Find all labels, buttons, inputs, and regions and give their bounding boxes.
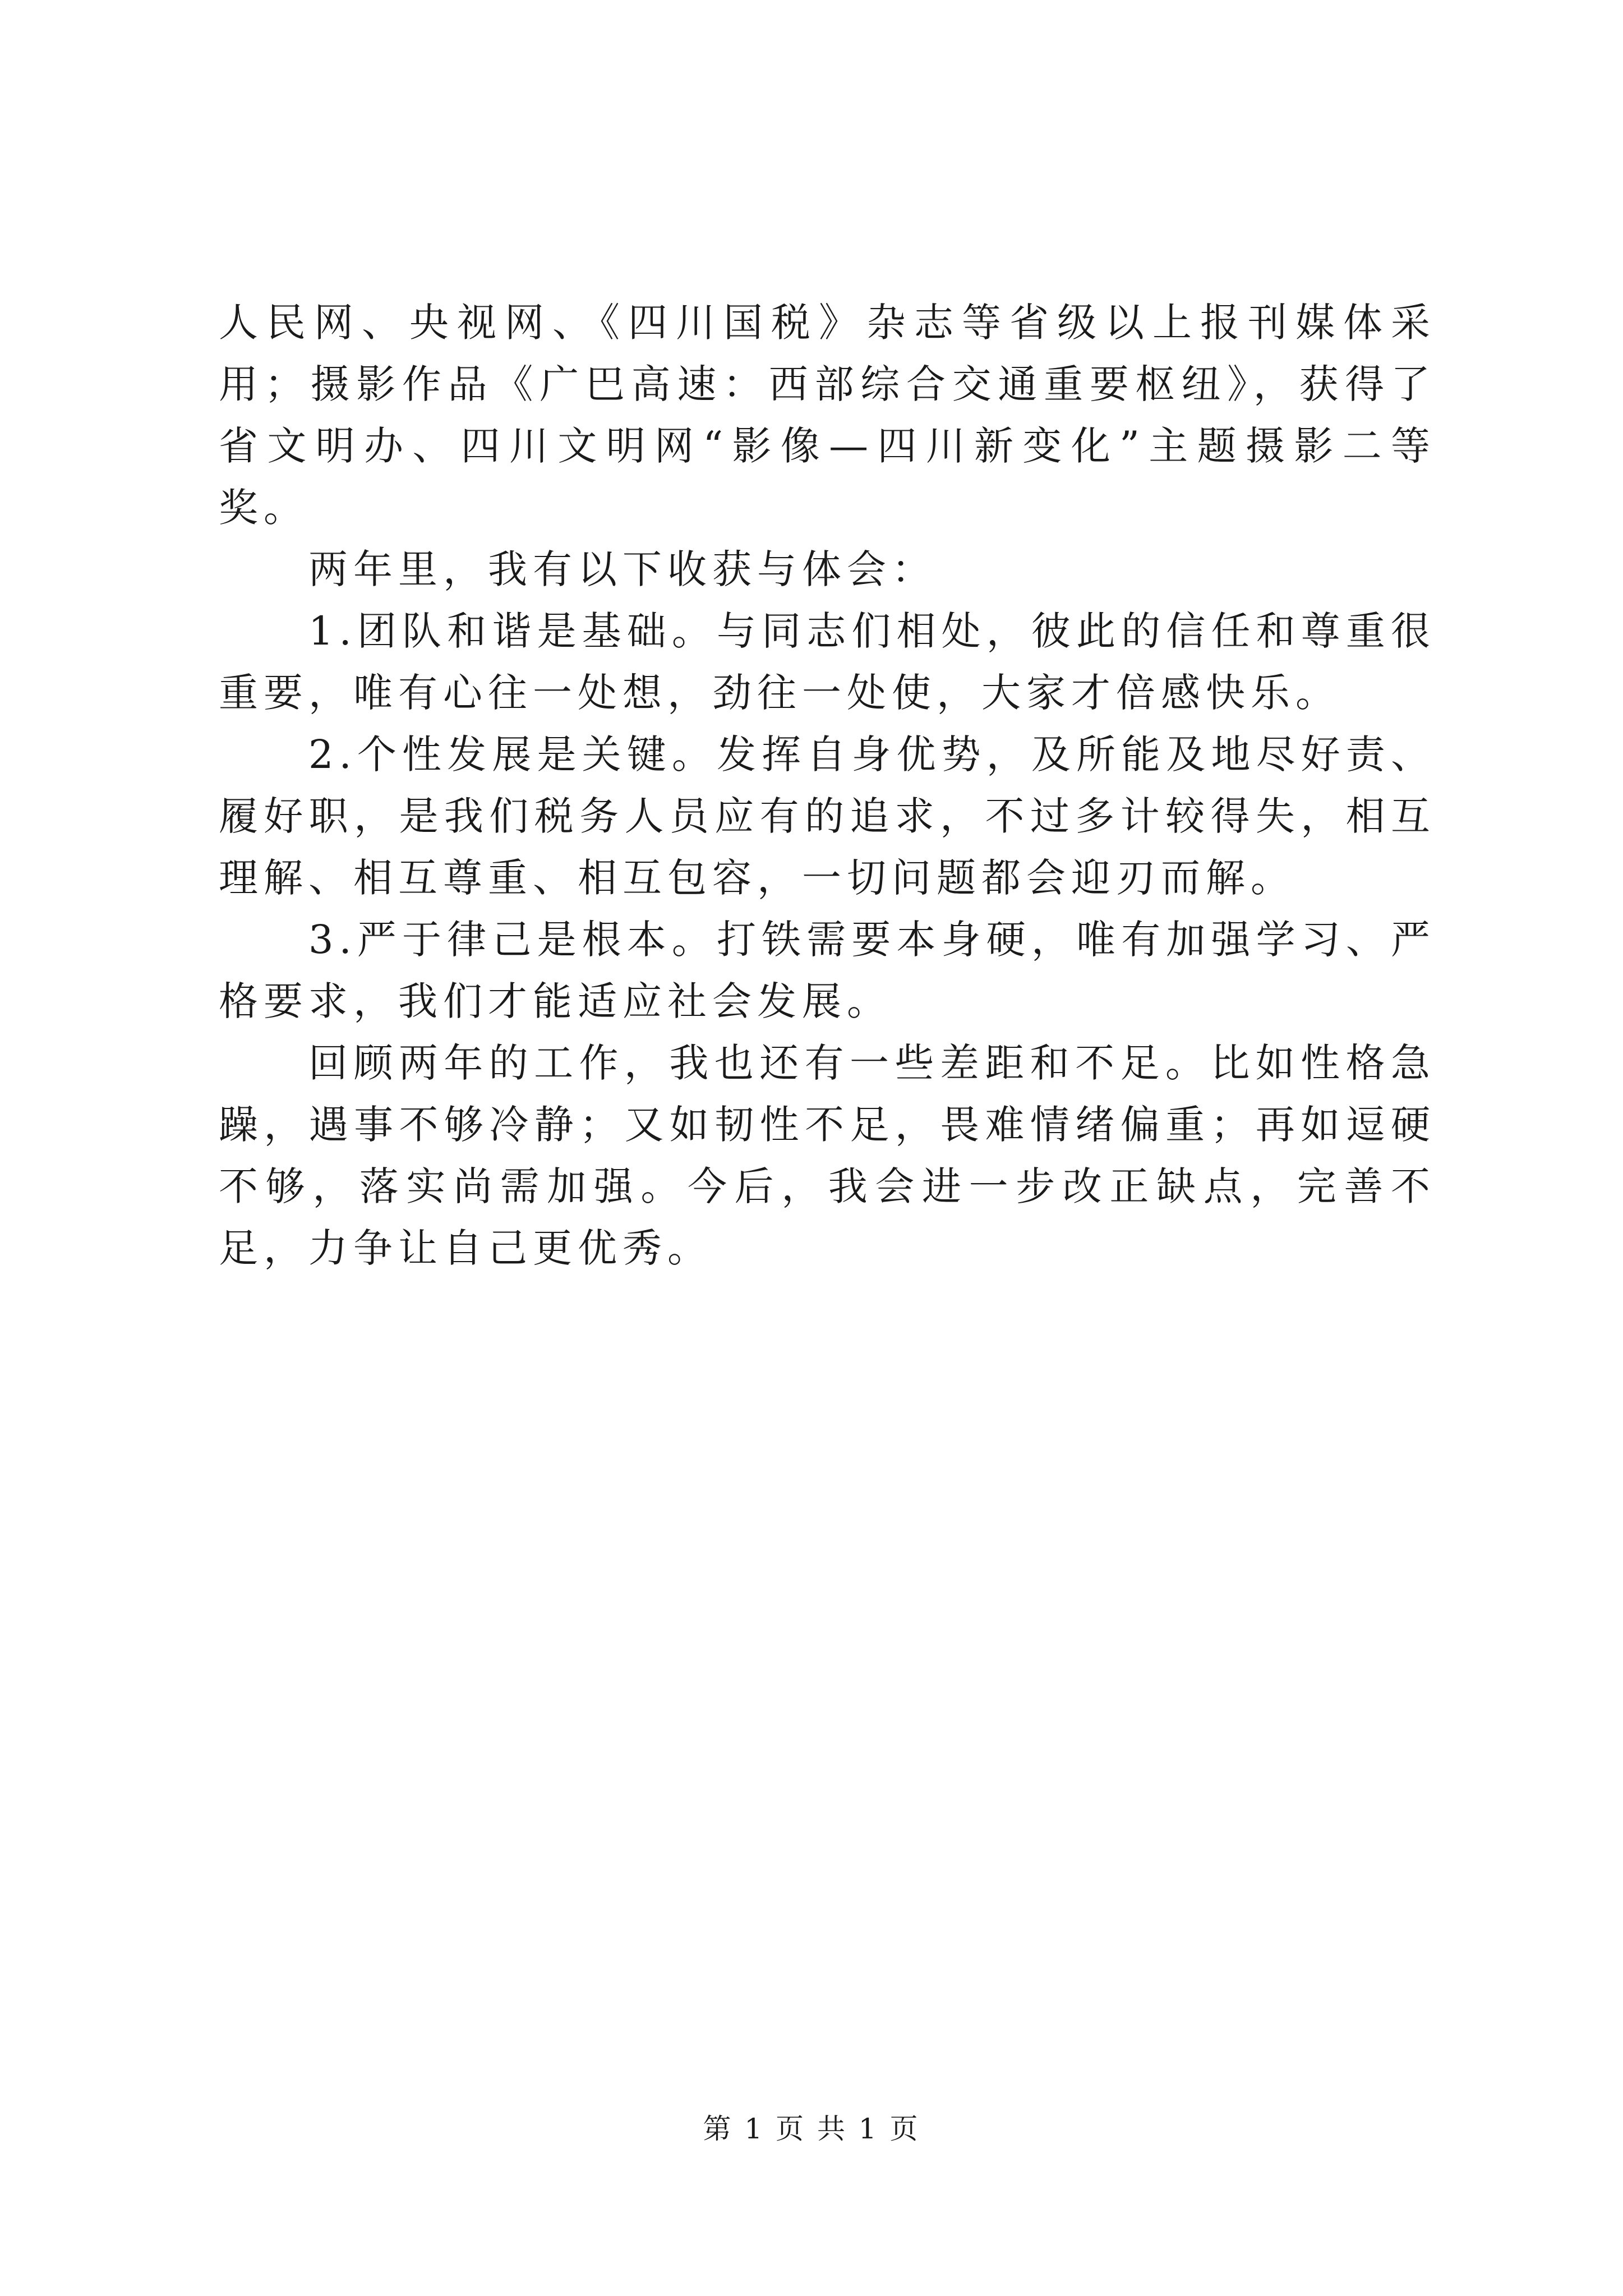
paragraph-point-3: 3.严于律己是根本。打铁需要本身硬，唯有加强学习、严格要求，我们才能适应社会发展。 [219, 917, 1436, 1024]
paragraph-point-1: 1.团队和谐是基础。与同志们相处，彼此的信任和尊重很重要，唯有心往一处想，劲往一处使，大家才倍感快乐。 [219, 608, 1436, 716]
paragraph-intro: 两年里，我有以下收获与体会： [308, 546, 937, 592]
document-body [219, 292, 1436, 1279]
page-footer: 第 1 页 共 1 页 [703, 2113, 920, 2145]
paragraph-continuation: 人民网、央视网、《四川国税》杂志等省级以上报刊媒体采用；摄影作品《广巴高速：西部综合交通重要枢纽》，获得了省文明办、四川文明网“影像—四川新变化”主题摄影二等奖。 [219, 300, 1436, 531]
paragraph-conclusion: 回顾两年的工作，我也还有一些差距和不足。比如性格急躁，遇事不够冷静；又如韧性不足，畏难情绪偏重；再如逗硬不够，落实尚需加强。今后，我会进一步改正缺点，完善不足，力争让自己更优秀。 [219, 1040, 1436, 1271]
paragraph-point-2: 2.个性发展是关键。发挥自身优势，及所能及地尽好责、履好职，是我们税务人员应有的追求，不过多计较得失，相互理解、相互尊重、相互包容，一切问题都会迎刃而解。 [219, 731, 1436, 901]
